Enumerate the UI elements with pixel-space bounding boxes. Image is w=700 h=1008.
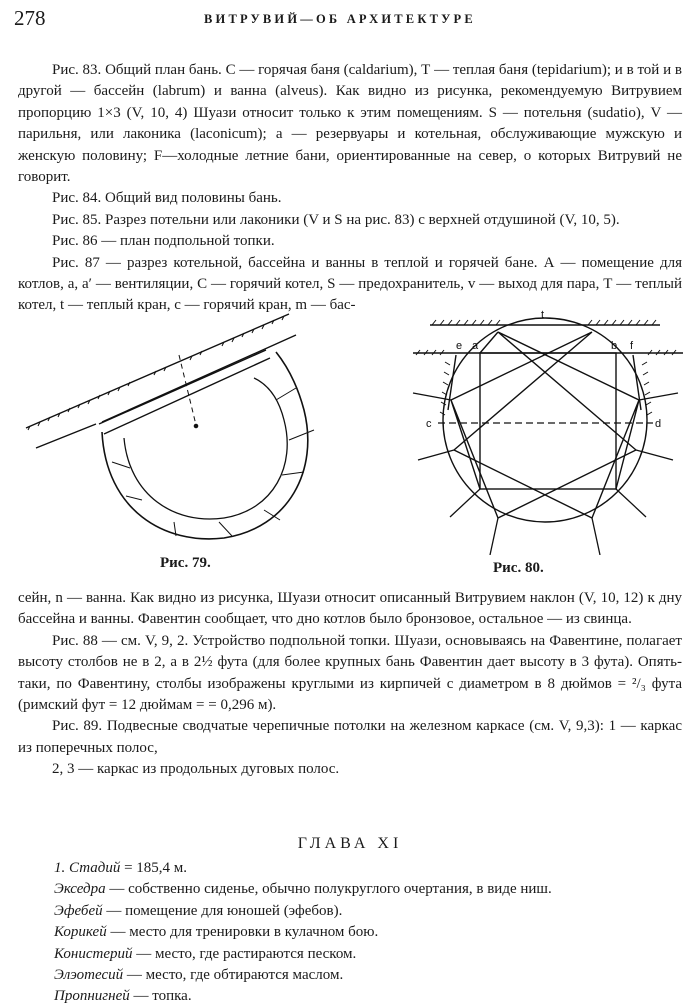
paragraph-fig83: Рис. 83. Общий план бань. С — горячая баня (caldarium), Т — теплая баня (tepidarium); и в той и в другой — бассейн (labrum) и ванна (alveus). Как видно из рисунка, рекомендуемую Витрувием пропорцию 1×3 (V, 10, 4) Шуази относит только к этим помещениям. S — потельня (sudatio), V — парильня, или лаконика (laconicum); а — резервуары и котельная, обслуживающие мужскую и женскую половину; F—холодные летние бани, ориентированные на север, о которых Витрувий не говорит. [18,62,682,186]
glossary-term: Экседра [54,881,106,898]
figure-notes-bottom [18,588,682,781]
glossary-term: Пропнигней [54,988,130,1005]
fig80-square [480,353,616,489]
glossary-definition: = 185,4 м. [120,860,188,876]
fig79-slab-top [99,350,266,424]
glossary-entry [54,944,694,965]
paragraph-fig87: Рис. 87 — разрез котельной, бассейна и ванны в теплой и горячей бане. А — помещение для котлов, а, а′ — вентиляции, С — горячий котел, S — предохранитель, v — выход для пара, Т — теплый котел, t — теплый кран, с — горячий кран, m — бас- [18,254,682,314]
fig80-radials [413,393,678,555]
label-t: t [541,309,545,321]
figure-notes-top [18,60,682,317]
label-b: b [611,340,618,352]
fig79-roof-lower [36,335,296,448]
figure-80 [398,305,698,576]
glossary-term: Элэотесий [54,967,124,984]
glossary-term: Эфебей [54,902,103,919]
fig79-outer-arc [102,352,308,539]
glossary-definition: — место для тренировки в кулачном бою. [106,924,379,941]
fig79-ribs [112,388,314,536]
glossary-term: Конистерий [54,945,133,962]
glossary-entry [54,858,694,879]
paragraph-fig84: Рис. 84. Общий вид половины бань. [52,190,282,207]
glossary-definition: — место, где растираются песком. [132,945,357,962]
page-number: 278 [14,6,46,30]
fig79-slab-bottom [104,358,270,434]
fig79-axis [179,355,196,425]
label-a: a [472,340,479,352]
glossary-definition: — помещение для юношей (эфебов). [102,902,343,919]
label-e: e [456,340,463,352]
glossary-definition: — место, где обтираются маслом. [123,967,344,984]
glossary-definition: — топка. [129,988,192,1005]
glossary-entry [54,901,694,922]
paragraph-fig85: Рис. 85. Разрез потельни или лаконики (V и S на рис. 83) с верхней отдушиной (V, 10, 5). [52,211,620,228]
glossary-definition: — собственно сиденье, обычно полукруглого очертания, в виде ниш. [105,881,552,898]
running-header [14,6,686,34]
label-f: f [630,340,634,352]
label-d: d [655,418,662,430]
paragraph-fig88: Рис. 88 — см. V, 9, 2. Устройство подпольной топки. Шуази, основываясь на Фавентине, полагает высоту столбов не в 2, а в 2½ фута (для более крупных бань Фавентин дает высоту в 3 фута). Опять-таки, по Фавентину, столбы изображены круглыми из кирпичей с диаметром в 8 дюймов = ²/₃ фута (римский фут = 12 дюймам = = 0,296 м). [18,632,682,714]
paragraph-fig87-cont: сейн, n — ванна. Как видно из рисунка, Шуази относит описанный Витрувием наклон (V, 10, 12) к дну бассейна и ванны. Фавентин сообщает, что дно котлов было бронзовое, остальное — из свинца. [18,590,682,628]
figure-79-caption: Рис. 79. [160,555,211,571]
glossary-entry [54,879,694,900]
glossary [54,858,694,1008]
paragraph-fig89: Рис. 89. Подвесные сводчатые черепичные потолки на железном каркасе (см. V, 9,3): 1 — каркас из поперечных полос, [18,718,682,756]
glossary-term: Корикей [54,924,107,941]
figure-80-drawing [398,305,698,555]
label-c: c [426,418,432,430]
figure-79-drawing [14,300,334,550]
figure-79 [14,300,334,571]
paragraph-fig86: Рис. 86 — план подпольной топки. [52,233,275,250]
fig79-roof-line [26,314,289,428]
running-title: ВИТРУВИЙ—ОБ АРХИТЕКТУРЕ [204,12,476,26]
fig79-center-dot [194,424,197,427]
paragraph-fig89-cont: 2, 3 — каркас из продольных дуговых полос. [52,761,340,778]
figure-80-caption: Рис. 80. [493,560,544,576]
chapter-heading: ГЛАВА XI [297,835,403,852]
glossary-term: 1. Стадий [54,860,121,876]
fig79-inner-arc [124,378,287,519]
glossary-entry [54,986,694,1007]
glossary-entry [54,965,694,986]
glossary-entry [54,922,694,943]
